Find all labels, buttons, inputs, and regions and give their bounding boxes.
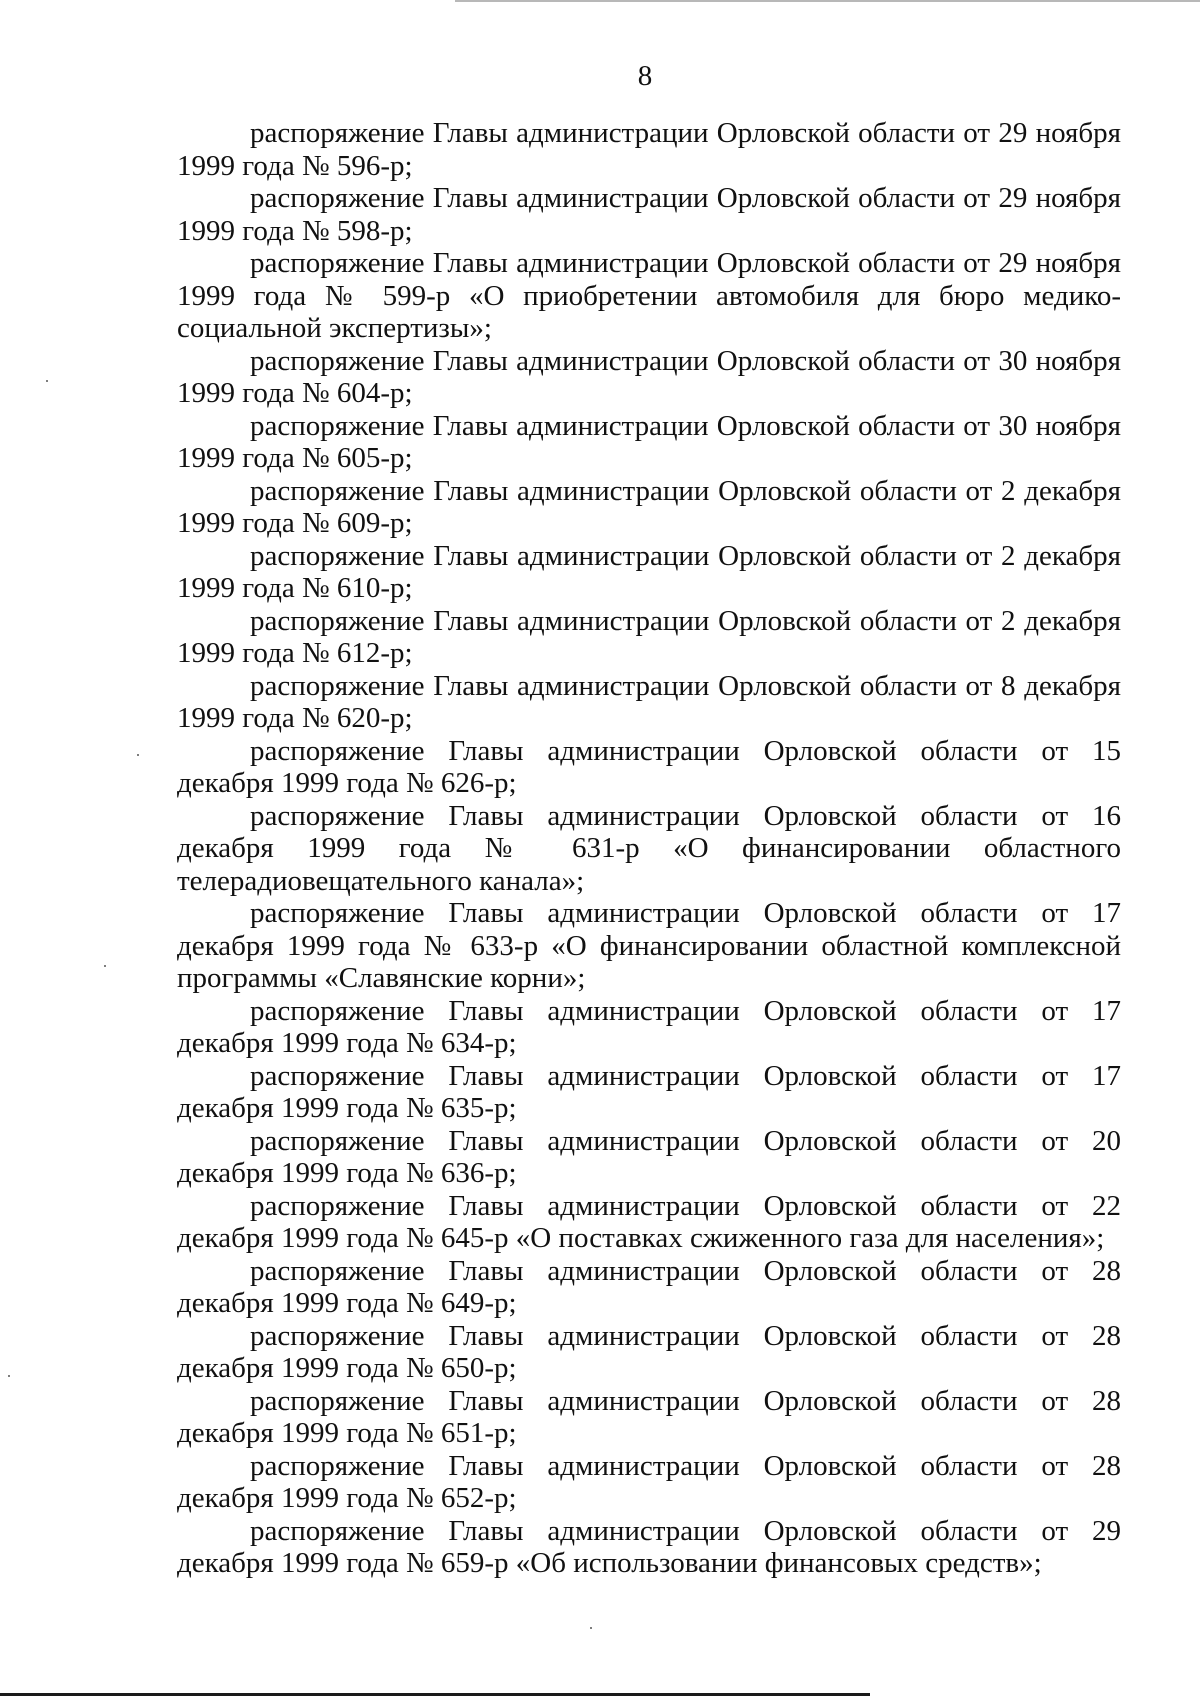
list-item: распоряжение Главы администрации Орловской области от 29 ноября 1999 года № 598-р; <box>177 182 1121 247</box>
scan-speck <box>137 754 139 756</box>
list-item: распоряжение Главы администрации Орловской области от 2 декабря 1999 года № 610-р; <box>177 539 1121 604</box>
list-item: распоряжение Главы администрации Орловской области от 29 ноября 1999 года № 599-р «О приобретении автомобиля для бюро медико-социальной экспертизы»; <box>177 247 1121 344</box>
scan-speck <box>590 1627 592 1629</box>
list-item: распоряжение Главы администрации Орловской области от 28 декабря 1999 года № 649-р; <box>177 1254 1121 1319</box>
list-item: распоряжение Главы администрации Орловской области от 17 декабря 1999 года № 634-р; <box>177 994 1121 1059</box>
list-item: распоряжение Главы администрации Орловской области от 17 декабря 1999 года № 633-р «О финансировании областной комплексной программы «Славянские корни»; <box>177 897 1121 994</box>
page-number: 8 <box>637 60 653 92</box>
scan-speck <box>46 380 48 382</box>
list-item: распоряжение Главы администрации Орловской области от 28 декабря 1999 года № 652-р; <box>177 1449 1121 1514</box>
list-item: распоряжение Главы администрации Орловской области от 2 декабря 1999 года № 612-р; <box>177 604 1121 669</box>
list-item: распоряжение Главы администрации Орловской области от 28 декабря 1999 года № 650-р; <box>177 1319 1121 1384</box>
list-item: распоряжение Главы администрации Орловской области от 29 ноября 1999 года № 596-р; <box>177 117 1121 182</box>
list-item: распоряжение Главы администрации Орловской области от 2 декабря 1999 года № 609-р; <box>177 474 1121 539</box>
scan-speck <box>104 965 106 967</box>
list-item: распоряжение Главы администрации Орловской области от 8 декабря 1999 года № 620-р; <box>177 669 1121 734</box>
list-item: распоряжение Главы администрации Орловской области от 30 ноября 1999 года № 604-р; <box>177 344 1121 409</box>
list-item: распоряжение Главы администрации Орловской области от 20 декабря 1999 года № 636-р; <box>177 1124 1121 1189</box>
list-item: распоряжение Главы администрации Орловской области от 15 декабря 1999 года № 626-р; <box>177 734 1121 799</box>
scan-edge-line <box>455 0 1200 2</box>
list-item: распоряжение Главы администрации Орловской области от 30 ноября 1999 года № 605-р; <box>177 409 1121 474</box>
list-item: распоряжение Главы администрации Орловской области от 16 декабря 1999 года № 631-р «О финансировании областного телерадиовещательного канала»; <box>177 799 1121 897</box>
scan-edge-line <box>0 1693 870 1696</box>
list-item: распоряжение Главы администрации Орловской области от 28 декабря 1999 года № 651-р; <box>177 1384 1121 1449</box>
list-item: распоряжение Главы администрации Орловской области от 22 декабря 1999 года № 645-р «О поставках сжиженного газа для населения»; <box>177 1189 1121 1254</box>
scan-speck <box>8 1375 10 1377</box>
list-item: распоряжение Главы администрации Орловской области от 17 декабря 1999 года № 635-р; <box>177 1059 1121 1124</box>
document-body <box>177 117 1121 1580</box>
list-item: распоряжение Главы администрации Орловской области от 29 декабря 1999 года № 659-р «Об использовании финансовых средств»; <box>177 1514 1121 1579</box>
